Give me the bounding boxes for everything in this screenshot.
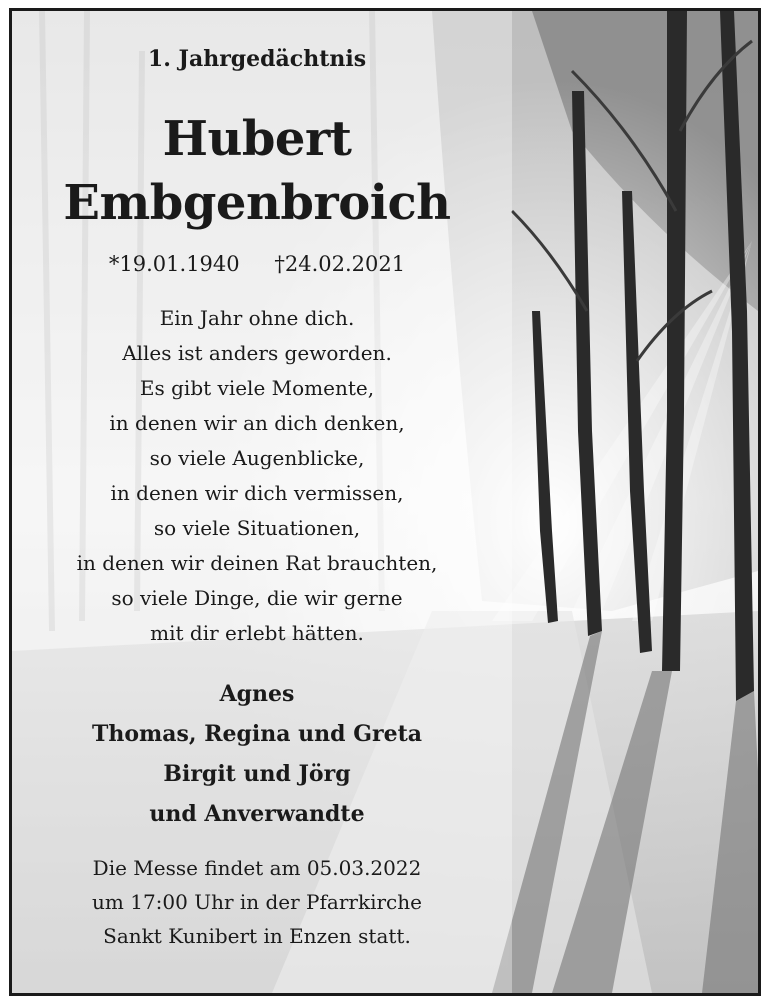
family-line: Birgit und Jörg bbox=[163, 761, 351, 787]
poem-line: Ein Jahr ohne dich. bbox=[159, 306, 355, 330]
poem-line: so viele Situationen, bbox=[153, 516, 361, 540]
anniversary-heading: 1. Jahrgedächtnis bbox=[147, 46, 367, 72]
life-dates bbox=[12, 249, 502, 279]
poem-line: in denen wir deinen Rat brauchten, bbox=[76, 551, 438, 575]
deceased-first-name: Hubert bbox=[162, 111, 352, 167]
poem-line: in denen wir dich vermissen, bbox=[110, 481, 404, 505]
family-line: Agnes bbox=[219, 681, 295, 707]
poem-line: so viele Augenblicke, bbox=[149, 446, 365, 470]
memorial-poem bbox=[12, 301, 502, 651]
deceased-last-name: Embgenbroich bbox=[63, 175, 451, 231]
poem-line: so viele Dinge, die wir gerne bbox=[111, 586, 403, 610]
death-date: †24.02.2021 bbox=[274, 252, 406, 276]
mass-line: um 17:00 Uhr in der Pfarrkirche bbox=[92, 890, 422, 914]
mass-announcement bbox=[12, 851, 502, 953]
mass-line: Sankt Kunibert in Enzen statt. bbox=[103, 924, 411, 948]
poem-line: Es gibt viele Momente, bbox=[139, 376, 375, 400]
family-line: und Anverwandte bbox=[149, 801, 365, 827]
mass-line: Die Messe findet am 05.03.2022 bbox=[92, 856, 422, 880]
family-line: Thomas, Regina und Greta bbox=[91, 721, 423, 747]
obituary-frame bbox=[9, 8, 761, 996]
poem-line: in denen wir an dich denken, bbox=[109, 411, 405, 435]
notice-text-column bbox=[12, 11, 502, 993]
birth-date: *19.01.1940 bbox=[108, 252, 240, 276]
family-signatures bbox=[12, 674, 502, 834]
poem-line: Alles ist anders geworden. bbox=[122, 341, 392, 365]
poem-line: mit dir erlebt hätten. bbox=[150, 621, 364, 645]
deceased-name bbox=[12, 107, 502, 235]
